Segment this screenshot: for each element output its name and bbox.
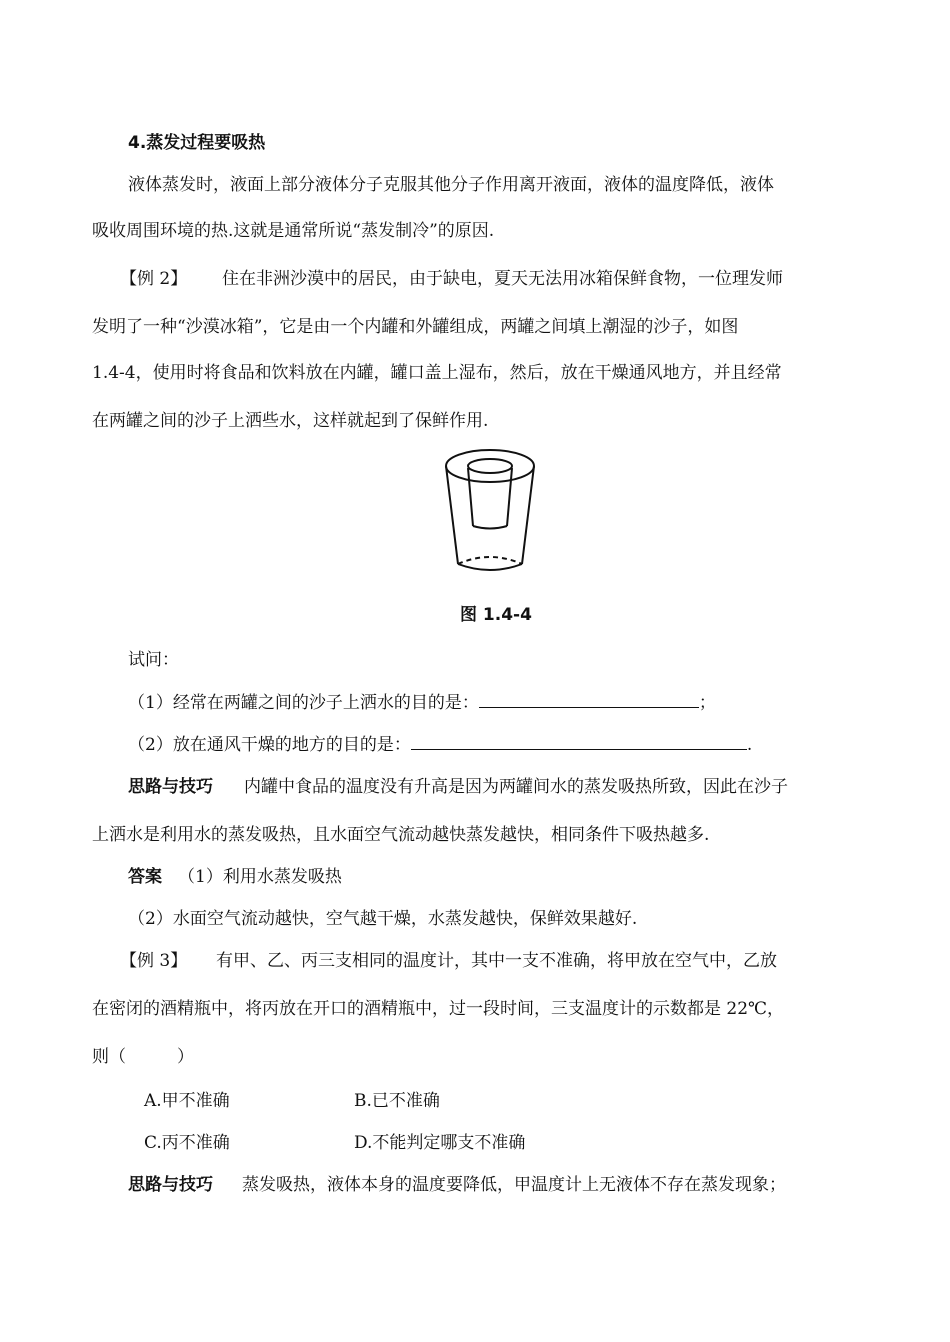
question-2-blank[interactable]: [411, 731, 747, 750]
section-title: 4.蒸发过程要吸热: [128, 133, 266, 153]
desert-fridge-figure: [440, 440, 540, 580]
question-1: [128, 688, 716, 713]
example-2-line-2: 发明了一种“沙漠冰箱”，它是由一个内罐和外罐组成，两罐之间填上潮湿的沙子，如图: [92, 317, 739, 337]
outer-pot-bottom: [458, 564, 522, 570]
question-1-end: ；: [698, 693, 716, 713]
example-2-hint-line-2: 上洒水是利用水的蒸发吸热，且水面空气流动越快蒸发越快，相同条件下吸热越多.: [92, 825, 710, 845]
example-3-line-3: 则（ ）: [92, 1047, 194, 1067]
option-c[interactable]: C.丙不准确: [144, 1133, 230, 1153]
option-d[interactable]: D.不能判定哪支不准确: [354, 1133, 526, 1153]
question-1-text: （1）经常在两罐之间的沙子上洒水的目的是：: [128, 693, 479, 713]
answer-2: （2）水面空气流动越快，空气越干燥，水蒸发越快，保鲜效果越好.: [128, 909, 638, 929]
example-2-tag: 【例 2】: [120, 269, 188, 289]
example-2-line-3: 1.4-4，使用时将食品和饮料放在内罐，罐口盖上湿布，然后，放在干燥通风地方，并且经常: [92, 363, 782, 383]
example-2-hint-label: 思路与技巧: [128, 777, 213, 797]
example-2-line-4: 在两罐之间的沙子上洒些水，这样就起到了保鲜作用.: [92, 411, 489, 431]
question-intro: 试问：: [128, 650, 179, 670]
outer-pot-bottom-hidden: [458, 557, 522, 564]
inner-pot-rim: [468, 459, 512, 473]
inner-pot-right-side: [507, 468, 512, 526]
question-1-blank[interactable]: [479, 689, 699, 708]
answer-1: （1）利用水蒸发吸热: [178, 867, 342, 887]
intro-line-1: 液体蒸发时，液面上部分液体分子克服其他分子作用离开液面，液体的温度降低，液体: [128, 175, 774, 195]
question-2-text: （2）放在通风干燥的地方的目的是：: [128, 735, 411, 755]
option-a[interactable]: A.甲不准确: [144, 1091, 230, 1111]
inner-pot-left-side: [468, 468, 473, 526]
outer-pot-right-side: [522, 466, 534, 564]
question-2: [128, 730, 752, 755]
figure-caption: 图 1.4-4: [460, 605, 532, 625]
example-2-line-1: 住在非洲沙漠中的居民，由于缺电，夏天无法用冰箱保鲜食物，一位理发师: [222, 269, 783, 289]
example-3-line-2: 在密闭的酒精瓶中，将丙放在开口的酒精瓶中，过一段时间，三支温度计的示数都是 22℃，: [92, 999, 785, 1019]
answer-label: 答案: [128, 867, 162, 887]
outer-pot-left-side: [446, 466, 458, 564]
intro-line-2: 吸收周围环境的热.这就是通常所说“蒸发制冷”的原因.: [92, 221, 495, 241]
question-2-end: .: [746, 735, 753, 755]
example-3-hint-line-1: 蒸发吸热，液体本身的温度要降低，甲温度计上无液体不存在蒸发现象；: [242, 1175, 786, 1195]
outer-pot-rim: [446, 450, 534, 482]
option-b[interactable]: B.已不准确: [354, 1091, 440, 1111]
example-3-tag: 【例 3】: [120, 951, 188, 971]
example-3-line-1: 有甲、乙、丙三支相同的温度计，其中一支不准确，将甲放在空气中，乙放: [216, 951, 777, 971]
inner-pot-bottom: [473, 526, 507, 529]
example-2-hint-line-1: 内罐中食品的温度没有升高是因为两罐间水的蒸发吸热所致，因此在沙子: [244, 777, 788, 797]
example-3-hint-label: 思路与技巧: [128, 1175, 213, 1195]
